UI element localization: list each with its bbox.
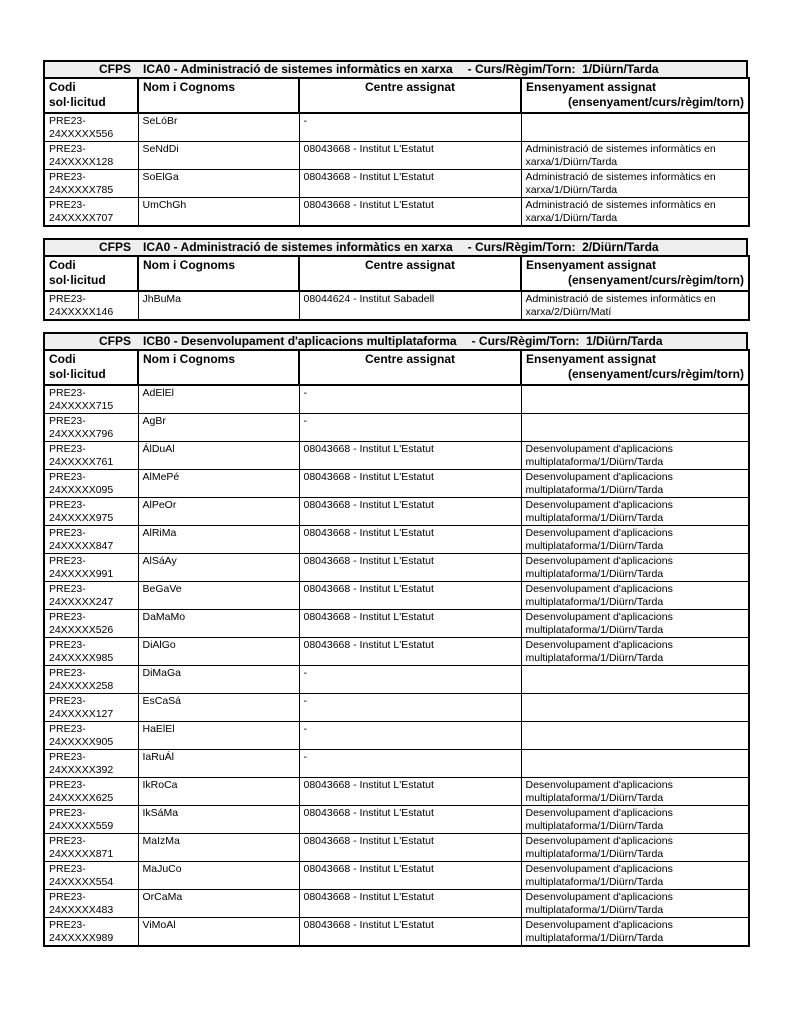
- cell-ensenyament-assignat: Desenvolupament d'aplicacions multiplataforma/1/Diürn/Tarda: [521, 442, 749, 470]
- table-row: [44, 610, 749, 638]
- cell-nom-i-cognoms: IkSáMa: [138, 806, 299, 834]
- column-header-line: Ensenyament assignat: [526, 80, 657, 94]
- cell-codi-sollicitud: [44, 198, 138, 227]
- cell-centre-assignat: 08043668 - Institut L'Estatut: [299, 142, 521, 170]
- table-body: [44, 113, 749, 226]
- cell-ensenyament-assignat: Desenvolupament d'aplicacions multiplataforma/1/Diürn/Tarda: [521, 582, 749, 610]
- codi-line1: PRE23-: [49, 863, 86, 875]
- codi-line2: 24XXXXX625: [49, 792, 114, 804]
- table-row: [44, 582, 749, 610]
- cell-codi-sollicitud: [44, 142, 138, 170]
- column-header-ensenyament-assignat: [521, 256, 749, 291]
- cell-nom-i-cognoms: DaMaMo: [138, 610, 299, 638]
- column-header-ensenyament-assignat: [521, 78, 749, 113]
- codi-line1: PRE23-: [49, 499, 86, 511]
- cell-codi-sollicitud: [44, 638, 138, 666]
- header-row: [44, 78, 749, 113]
- cell-codi-sollicitud: [44, 498, 138, 526]
- codi-line2: 24XXXXX761: [49, 456, 114, 468]
- codi-line1: PRE23-: [49, 171, 86, 183]
- table-row: [44, 890, 749, 918]
- assignment-table: [43, 238, 748, 321]
- codi-line1: PRE23-: [49, 667, 86, 679]
- cell-centre-assignat: 08043668 - Institut L'Estatut: [299, 498, 521, 526]
- cell-centre-assignat: 08044624 - Institut Sabadell: [299, 291, 521, 320]
- codi-line1: PRE23-: [49, 387, 86, 399]
- codi-line1: PRE23-: [49, 527, 86, 539]
- table-title-name: ICA0 - Administració de sistemes informàtics en xarxa: [143, 62, 453, 76]
- cell-nom-i-cognoms: HaElEl: [138, 722, 299, 750]
- applicants-table: [43, 349, 750, 947]
- codi-line1: PRE23-: [49, 919, 86, 931]
- cell-nom-i-cognoms: MaIzMa: [138, 834, 299, 862]
- cell-centre-assignat: 08043668 - Institut L'Estatut: [299, 198, 521, 227]
- column-header-codi-sollicitud: [44, 256, 138, 291]
- column-header-line: Codi: [49, 352, 76, 366]
- table-title-suffix: - Curs/Règim/Torn: 1/Diürn/Tarda: [471, 334, 663, 348]
- column-header-nom-i-cognoms: [138, 350, 299, 385]
- codi-line1: PRE23-: [49, 695, 86, 707]
- cell-centre-assignat: 08043668 - Institut L'Estatut: [299, 470, 521, 498]
- cell-centre-assignat: -: [299, 666, 521, 694]
- cell-nom-i-cognoms: IkRoCa: [138, 778, 299, 806]
- codi-line2: 24XXXXX554: [49, 876, 114, 888]
- table-row: [44, 918, 749, 947]
- column-header-line: Codi: [49, 80, 76, 94]
- column-header-subline: (ensenyament/curs/règim/torn): [567, 95, 744, 109]
- cell-centre-assignat: 08043668 - Institut L'Estatut: [299, 554, 521, 582]
- column-header-centre-assignat: [299, 256, 521, 291]
- codi-line2: 24XXXXX127: [49, 708, 114, 720]
- cell-centre-assignat: -: [299, 414, 521, 442]
- table-title: [43, 238, 748, 257]
- codi-line2: 24XXXXX989: [49, 932, 114, 944]
- cell-nom-i-cognoms: AlPeOr: [138, 498, 299, 526]
- cell-nom-i-cognoms: AlRiMa: [138, 526, 299, 554]
- codi-line2: 24XXXXX975: [49, 512, 114, 524]
- table-row: [44, 778, 749, 806]
- cell-codi-sollicitud: [44, 834, 138, 862]
- cell-centre-assignat: 08043668 - Institut L'Estatut: [299, 638, 521, 666]
- codi-line1: PRE23-: [49, 611, 86, 623]
- table-row: [44, 666, 749, 694]
- table-row: [44, 291, 749, 320]
- cell-codi-sollicitud: [44, 470, 138, 498]
- column-header-line: Codi: [49, 258, 76, 272]
- cell-nom-i-cognoms: SeLóBr: [138, 113, 299, 142]
- cell-codi-sollicitud: [44, 291, 138, 320]
- table-title-name: ICB0 - Desenvolupament d'aplicacions multiplataforma: [143, 334, 457, 348]
- cell-centre-assignat: -: [299, 750, 521, 778]
- codi-line2: 24XXXXX715: [49, 400, 114, 412]
- cell-nom-i-cognoms: MaJuCo: [138, 862, 299, 890]
- cell-ensenyament-assignat: [521, 694, 749, 722]
- codi-line2: 24XXXXX128: [49, 156, 114, 168]
- codi-line2: 24XXXXX526: [49, 624, 114, 636]
- cell-nom-i-cognoms: AlSáAy: [138, 554, 299, 582]
- table-row: [44, 862, 749, 890]
- cell-nom-i-cognoms: UmChGh: [138, 198, 299, 227]
- cell-ensenyament-assignat: Administració de sistemes informàtics en xarxa/2/Diürn/Matí: [521, 291, 749, 320]
- column-header-codi-sollicitud: [44, 350, 138, 385]
- cell-centre-assignat: -: [299, 694, 521, 722]
- codi-line2: 24XXXXX392: [49, 764, 114, 776]
- cell-codi-sollicitud: [44, 113, 138, 142]
- column-header-codi-sollicitud: [44, 78, 138, 113]
- codi-line1: PRE23-: [49, 555, 86, 567]
- table-row: [44, 526, 749, 554]
- cell-nom-i-cognoms: OrCaMa: [138, 890, 299, 918]
- cell-codi-sollicitud: [44, 694, 138, 722]
- cell-ensenyament-assignat: Desenvolupament d'aplicacions multiplataforma/1/Diürn/Tarda: [521, 554, 749, 582]
- table-row: [44, 198, 749, 227]
- cell-ensenyament-assignat: Desenvolupament d'aplicacions multiplataforma/1/Diürn/Tarda: [521, 806, 749, 834]
- codi-line1: PRE23-: [49, 199, 86, 211]
- cell-nom-i-cognoms: IaRuÁl: [138, 750, 299, 778]
- column-header-line: Ensenyament assignat: [526, 258, 657, 272]
- column-header-line: sol·licitud: [49, 273, 106, 287]
- table-title: [43, 332, 748, 351]
- codi-line2: 24XXXXX258: [49, 680, 114, 692]
- column-header-centre-assignat: [299, 350, 521, 385]
- cell-nom-i-cognoms: JhBuMa: [138, 291, 299, 320]
- applicants-table: [43, 77, 750, 227]
- codi-line2: 24XXXXX847: [49, 540, 114, 552]
- cell-centre-assignat: 08043668 - Institut L'Estatut: [299, 610, 521, 638]
- column-header-line: Centre assignat: [364, 352, 456, 366]
- cell-ensenyament-assignat: Desenvolupament d'aplicacions multiplataforma/1/Diürn/Tarda: [521, 638, 749, 666]
- codi-line1: PRE23-: [49, 891, 86, 903]
- codi-line2: 24XXXXX559: [49, 820, 114, 832]
- cell-centre-assignat: 08043668 - Institut L'Estatut: [299, 526, 521, 554]
- cell-codi-sollicitud: [44, 722, 138, 750]
- table-title-suffix: - Curs/Règim/Torn: 1/Diürn/Tarda: [467, 62, 659, 76]
- cell-nom-i-cognoms: SoElGa: [138, 170, 299, 198]
- table-title-suffix: - Curs/Règim/Torn: 2/Diürn/Tarda: [467, 240, 659, 254]
- codi-line2: 24XXXXX146: [49, 306, 114, 318]
- cell-ensenyament-assignat: [521, 414, 749, 442]
- cell-codi-sollicitud: [44, 554, 138, 582]
- table-row: [44, 554, 749, 582]
- table-title-prefix: CFPS: [98, 62, 131, 76]
- column-header-line: Centre assignat: [364, 80, 456, 94]
- codi-line2: 24XXXXX247: [49, 596, 114, 608]
- column-header-line: Ensenyament assignat: [526, 352, 657, 366]
- cell-centre-assignat: 08043668 - Institut L'Estatut: [299, 806, 521, 834]
- cell-ensenyament-assignat: [521, 666, 749, 694]
- cell-codi-sollicitud: [44, 666, 138, 694]
- cell-ensenyament-assignat: Administració de sistemes informàtics en xarxa/1/Diürn/Tarda: [521, 142, 749, 170]
- tables-root: [43, 60, 748, 947]
- codi-line1: PRE23-: [49, 293, 86, 305]
- table-row: [44, 470, 749, 498]
- cell-centre-assignat: 08043668 - Institut L'Estatut: [299, 170, 521, 198]
- cell-codi-sollicitud: [44, 610, 138, 638]
- cell-centre-assignat: 08043668 - Institut L'Estatut: [299, 918, 521, 947]
- column-header-line: Nom i Cognoms: [143, 258, 235, 272]
- codi-line1: PRE23-: [49, 723, 86, 735]
- table-row: [44, 170, 749, 198]
- column-header-nom-i-cognoms: [138, 78, 299, 113]
- cell-nom-i-cognoms: DiMaGa: [138, 666, 299, 694]
- column-header-ensenyament-assignat: [521, 350, 749, 385]
- cell-ensenyament-assignat: Desenvolupament d'aplicacions multiplataforma/1/Diürn/Tarda: [521, 890, 749, 918]
- table-row: [44, 722, 749, 750]
- cell-centre-assignat: 08043668 - Institut L'Estatut: [299, 582, 521, 610]
- cell-centre-assignat: 08043668 - Institut L'Estatut: [299, 862, 521, 890]
- cell-centre-assignat: 08043668 - Institut L'Estatut: [299, 442, 521, 470]
- codi-line2: 24XXXXX985: [49, 652, 114, 664]
- cell-codi-sollicitud: [44, 170, 138, 198]
- cell-centre-assignat: 08043668 - Institut L'Estatut: [299, 778, 521, 806]
- codi-line2: 24XXXXX483: [49, 904, 114, 916]
- cell-ensenyament-assignat: Desenvolupament d'aplicacions multiplataforma/1/Diürn/Tarda: [521, 778, 749, 806]
- cell-centre-assignat: -: [299, 722, 521, 750]
- cell-nom-i-cognoms: BeGaVe: [138, 582, 299, 610]
- column-header-line: sol·licitud: [49, 367, 106, 381]
- cell-codi-sollicitud: [44, 526, 138, 554]
- cell-codi-sollicitud: [44, 750, 138, 778]
- table-title-prefix: CFPS: [98, 334, 131, 348]
- table-row: [44, 694, 749, 722]
- cell-centre-assignat: 08043668 - Institut L'Estatut: [299, 890, 521, 918]
- cell-codi-sollicitud: [44, 582, 138, 610]
- codi-line2: 24XXXXX707: [49, 212, 114, 224]
- codi-line2: 24XXXXX556: [49, 128, 114, 140]
- codi-line1: PRE23-: [49, 143, 86, 155]
- cell-nom-i-cognoms: SeNdDi: [138, 142, 299, 170]
- cell-nom-i-cognoms: ViMoAl: [138, 918, 299, 947]
- table-row: [44, 750, 749, 778]
- document-page: [43, 60, 748, 958]
- codi-line2: 24XXXXX871: [49, 848, 114, 860]
- cell-ensenyament-assignat: Administració de sistemes informàtics en xarxa/1/Diürn/Tarda: [521, 198, 749, 227]
- cell-codi-sollicitud: [44, 414, 138, 442]
- cell-centre-assignat: -: [299, 113, 521, 142]
- cell-centre-assignat: -: [299, 385, 521, 414]
- column-header-line: Nom i Cognoms: [143, 352, 235, 366]
- table-row: [44, 498, 749, 526]
- cell-nom-i-cognoms: AdElEl: [138, 385, 299, 414]
- column-header-line: Nom i Cognoms: [143, 80, 235, 94]
- table-title-prefix: CFPS: [98, 240, 131, 254]
- codi-line1: PRE23-: [49, 807, 86, 819]
- codi-line2: 24XXXXX796: [49, 428, 114, 440]
- cell-ensenyament-assignat: Desenvolupament d'aplicacions multiplataforma/1/Diürn/Tarda: [521, 862, 749, 890]
- cell-codi-sollicitud: [44, 385, 138, 414]
- cell-nom-i-cognoms: AlMePé: [138, 470, 299, 498]
- codi-line1: PRE23-: [49, 443, 86, 455]
- cell-ensenyament-assignat: [521, 750, 749, 778]
- column-header-nom-i-cognoms: [138, 256, 299, 291]
- column-header-centre-assignat: [299, 78, 521, 113]
- codi-line2: 24XXXXX785: [49, 184, 114, 196]
- cell-nom-i-cognoms: ÁlDuAl: [138, 442, 299, 470]
- cell-ensenyament-assignat: Administració de sistemes informàtics en xarxa/1/Diürn/Tarda: [521, 170, 749, 198]
- table-body: [44, 385, 749, 946]
- cell-nom-i-cognoms: DiAlGo: [138, 638, 299, 666]
- table-title: [43, 60, 748, 79]
- codi-line1: PRE23-: [49, 751, 86, 763]
- cell-codi-sollicitud: [44, 806, 138, 834]
- codi-line1: PRE23-: [49, 415, 86, 427]
- cell-centre-assignat: 08043668 - Institut L'Estatut: [299, 834, 521, 862]
- cell-codi-sollicitud: [44, 918, 138, 947]
- assignment-table: [43, 60, 748, 227]
- cell-ensenyament-assignat: Desenvolupament d'aplicacions multiplataforma/1/Diürn/Tarda: [521, 918, 749, 947]
- table-body: [44, 291, 749, 320]
- table-row: [44, 834, 749, 862]
- cell-ensenyament-assignat: Desenvolupament d'aplicacions multiplataforma/1/Diürn/Tarda: [521, 834, 749, 862]
- assignment-table: [43, 332, 748, 947]
- column-header-line: sol·licitud: [49, 95, 106, 109]
- header-row: [44, 350, 749, 385]
- cell-ensenyament-assignat: Desenvolupament d'aplicacions multiplataforma/1/Diürn/Tarda: [521, 498, 749, 526]
- cell-ensenyament-assignat: [521, 113, 749, 142]
- codi-line2: 24XXXXX095: [49, 484, 114, 496]
- table-row: [44, 638, 749, 666]
- cell-ensenyament-assignat: Desenvolupament d'aplicacions multiplataforma/1/Diürn/Tarda: [521, 526, 749, 554]
- cell-ensenyament-assignat: [521, 385, 749, 414]
- header-row: [44, 256, 749, 291]
- codi-line1: PRE23-: [49, 779, 86, 791]
- cell-nom-i-cognoms: EsCaSá: [138, 694, 299, 722]
- cell-codi-sollicitud: [44, 862, 138, 890]
- cell-ensenyament-assignat: Desenvolupament d'aplicacions multiplataforma/1/Diürn/Tarda: [521, 470, 749, 498]
- cell-codi-sollicitud: [44, 778, 138, 806]
- codi-line1: PRE23-: [49, 583, 86, 595]
- codi-line1: PRE23-: [49, 639, 86, 651]
- column-header-subline: (ensenyament/curs/règim/torn): [567, 367, 744, 381]
- codi-line2: 24XXXXX905: [49, 736, 114, 748]
- applicants-table: [43, 255, 750, 321]
- cell-ensenyament-assignat: Desenvolupament d'aplicacions multiplataforma/1/Diürn/Tarda: [521, 610, 749, 638]
- cell-codi-sollicitud: [44, 890, 138, 918]
- codi-line2: 24XXXXX991: [49, 568, 114, 580]
- table-row: [44, 142, 749, 170]
- table-row: [44, 806, 749, 834]
- codi-line1: PRE23-: [49, 115, 86, 127]
- column-header-line: Centre assignat: [364, 258, 456, 272]
- codi-line1: PRE23-: [49, 471, 86, 483]
- column-header-subline: (ensenyament/curs/règim/torn): [567, 273, 744, 287]
- table-row: [44, 414, 749, 442]
- cell-nom-i-cognoms: AgBr: [138, 414, 299, 442]
- table-row: [44, 113, 749, 142]
- cell-ensenyament-assignat: [521, 722, 749, 750]
- table-title-name: ICA0 - Administració de sistemes informàtics en xarxa: [143, 240, 453, 254]
- cell-codi-sollicitud: [44, 442, 138, 470]
- codi-line1: PRE23-: [49, 835, 86, 847]
- table-row: [44, 385, 749, 414]
- table-row: [44, 442, 749, 470]
